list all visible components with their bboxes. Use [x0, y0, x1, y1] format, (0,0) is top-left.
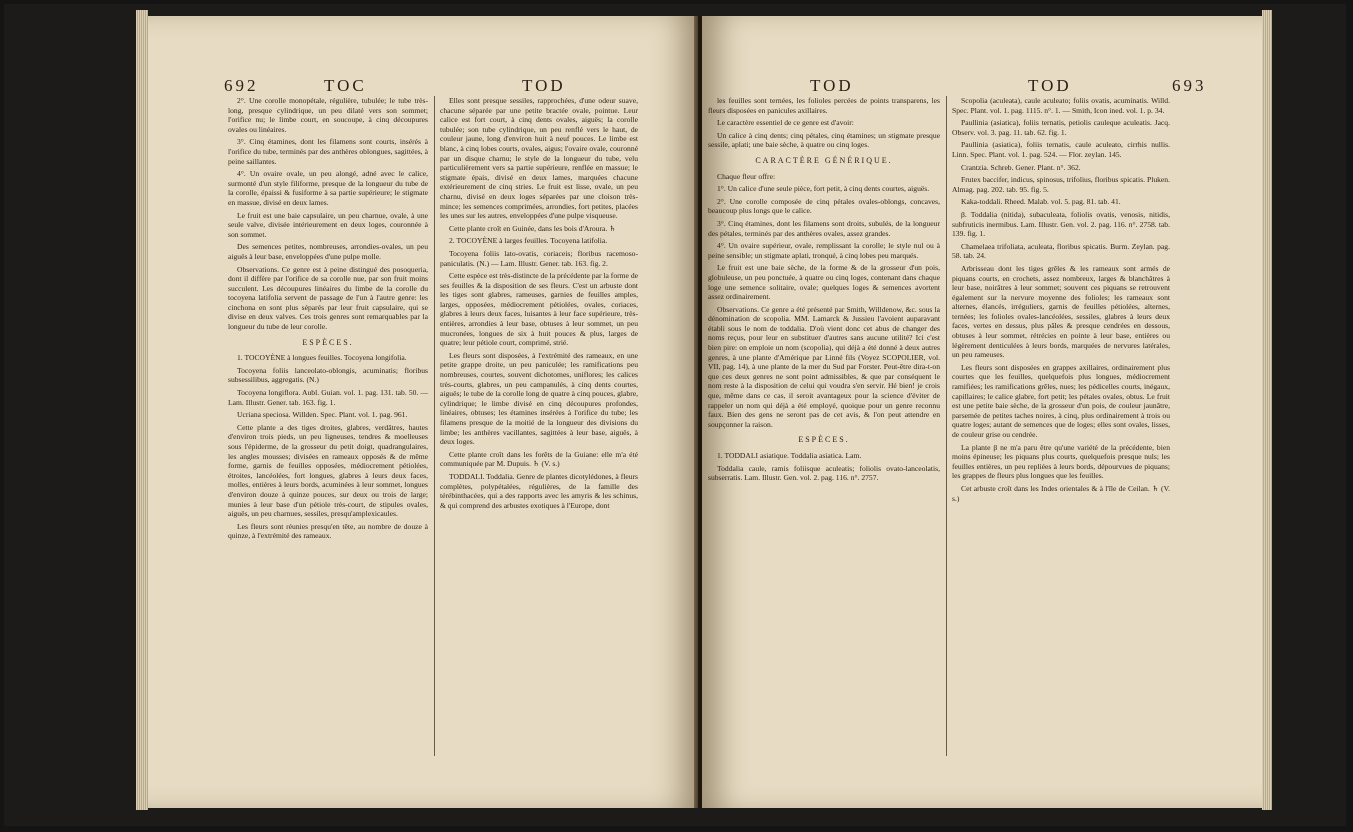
right-page-column-2 [952, 96, 1170, 506]
running-head-right-col1: TOD [810, 76, 854, 95]
paragraph: Ucriana speciosa. Willden. Spec. Plant. vol. 1. pag. 961. [237, 410, 408, 420]
section-heading: CARACTÈRE GÉNÉRIQUE. [755, 155, 893, 165]
paragraph: 3°. Cinq étamines, dont les filamens sont droits, subulés, de la longueur des pétales, terminés par des anthères ovales, assez grandes. [708, 218, 940, 238]
page-number-right: 693 [1172, 76, 1207, 95]
paragraph: 2°. Une corolle composée de cinq pétales ovales-oblongs, concaves, beaucoup plus longs que le calice. [708, 196, 940, 216]
paragraph: 1°. Un calice d'une seule pièce, fort petit, à cinq dents courtes, aiguës. [717, 184, 930, 194]
paragraph: Kaka-toddali. Rheed. Malab. vol. 5. pag. 81. tab. 41. [961, 197, 1121, 207]
paragraph: Tocoyena longiflora. Aubl. Guian. vol. 1. pag. 131. tab. 50. — Lam. Illustr. Gener. tab. 163. fig. 1. [228, 388, 428, 407]
paragraph: 4°. Un ovaire ovale, un peu alongé, adné avec le calice, surmonté d'un style filiforme, presque de la longueur du tube de la corolle, épaissi & fusiforme à sa partie supérieure; le stigmate en massue, divisé en deux lames. [228, 169, 428, 207]
paragraph: Chamelaea trifoliata, aculeata, floribus spicatis. Burm. Zeylan. pag. 58. tab. 24. [952, 241, 1170, 261]
left-page-edge [136, 10, 148, 810]
section-heading: ESPÈCES. [302, 337, 354, 347]
paragraph: Les fleurs sont réunies presqu'en tête, au nombre de douze à quinze, à l'extrémité des rameaux. [228, 521, 428, 541]
section-heading: ESPÈCES. [798, 435, 850, 445]
paragraph: Observations. Ce genre est à peine distingué des posoqueria, dont il diffère par l'orifice de sa corolle nue, par son fruit moins succulent. Les découpures linéaires du limbe de la corolle du tocoyena latifolia servent de passage de l'un à l'autre genre: les cinchona en sont plus séparés par leur fruit capsulaire, qui se divise en deux valves. Ces trois genres sont remarquables par la longueur du tube de leur corolle. [228, 264, 428, 332]
paragraph: Cette plante croît en Guinée, dans les bois d'Aroura. ♄ [449, 223, 616, 233]
paragraph: 2. TOCOYÈNE à larges feuilles. Tocoyena latifolia. [449, 236, 608, 246]
paragraph: les feuilles sont ternées, les folioles percées de points transparens, les fleurs disposées en panicules axillaires. [708, 96, 940, 115]
paragraph: Toddalia caule, ramis foliisque aculeatis; foliolis ovato-lanceolatis, subserratis. Lam. Illustr. Gen. vol. 2. pag. 116. n°. 2757. [708, 463, 940, 483]
paragraph: Arbrisseau dont les tiges grêles & les rameaux sont armés de piquans courts, en crochets, assez nombreux, larges & blanchâtres à leur base, noirâtres à leur sommet; souvent ces piquans se retrouvent également sur la nervure moyenne des folioles; les rameaux sont alternes, élancés, irréguliers, garnis de feuilles pétiolées, alternes, ternées; les folioles ovales-lancéolées, sessiles, glabres à leurs deux faces, vertes en dessus, plus pâles & presque cendrées en dessous, obtuses à leur sommet, rétrécies en pointe à leur base, entières ou légèrement denticulées à leurs bords, marquées de nervures latérales, un peu rameuses. [952, 263, 1170, 360]
column-rule-left [434, 96, 435, 756]
page-number-left: 692 [224, 76, 259, 95]
paragraph: Le fruit est une baie sèche, de la forme & de la grosseur d'un pois, globuleuse, un peu ponctuée, à quatre ou cinq loges, contenant dans chaque loge une semence solitaire, ovale; quelques loges & semences avortent assez ordinairement. [708, 263, 940, 302]
paragraph: Observations. Ce genre a été présenté par Smith, Willdenow, &c. sous la dénomination de scopolia. MM. Lamarck & Jussieu l'avoient auparavant établi sous le nom de toddalia. D'où vient donc cet abus de changer des noms reçus, pour leur en substituer d'autres sans aucune utilité? Ici c'est bien pire: on emploie un nom (scopolia), qui déjà a été donné à deux autres genres, à une plante d'Amérique par Linné fils (Voyez SCOPOLIER, vol. VII, pag. 14), à une plante de la mer du Sud par Forster. Peut-être dira-t-on que ces deux genres ne sont point admissibles, & que par conséquent le nom reste à la disposition de celui qui voudra s'en servir. Hé bien! je crois que, même dans ce cas, il seroit avantageux pour la science d'éviter de rappeler un nom qui déjà a été employé, quoique pour un genre reconnu faux. Bien des gens ne seront pas de cet avis, & l'on peut attendre en soupçonner la raison. [708, 304, 940, 429]
paragraph: Les fleurs sont disposées en grappes axillaires, ordinairement plus courtes que les feuilles, quelquefois plus longues, médiocrement ramifiées; les ramifications grêles, nues; les pédicelles courts, inégaux, capillaires; le calice glabre, fort petit; les pétales ovales, obtus. Le fruit est une petite baie sèche, de la grosseur d'un pois, de couleur jaunâtre, parsemée de petites taches noires, à cinq, plus ordinairement à trois ou quatre loges; autant de semences que de loges; elles sont ovales, lisses, de couleur grise ou cendrée. [952, 362, 1170, 439]
paragraph: 2°. Une corolle monopétale, régulière, tubulée; le tube très-long, presque cylindrique, un peu dilaté vers son sommet; l'orifice nu; le limbe court, en soucoupe, à cinq découpures ovales ou linéaires. [228, 96, 428, 134]
paragraph: Tocoyena foliis lato-ovatis, coriaceis; floribus racemoso-paniculatis. (N.) — Lam. Illustr. Gener. tab. 163. fig. 2. [440, 248, 638, 268]
paragraph: TODDALI. Toddalia. Genre de plantes dicotylédones, à fleurs complètes, polypétalées, régulières, de la famille des térébinthacées, qui a des rapports avec les amyris & les schinus, & qui comprend des arbustes exotiques à l'Europe, dont [440, 471, 638, 510]
paragraph: Cette plante a des tiges droites, glabres, verdâtres, hautes d'environ trois pieds, un peu ligneuses, tendres & moelleuses sous l'épiderme, de la grosseur du petit doigt, quadrangulaires, les angles mousses; divisées en rameaux opposés & de même forme, garnis de feuilles opposées, médiocrement pétiolées, étroites, lancéolées, fort longues, glabres à leurs deux faces, molles, entières à leurs bords, acuminées à leur sommet, longues d'environ douze à quinze pouces, sur deux ou trois de large; munies à leur base d'un pétiole très-court, de stipules ovales, aiguës, un peu charnues, sessiles, presqu'amplexicaules. [228, 422, 428, 519]
paragraph: Des semences petites, nombreuses, arrondies-ovales, un peu aiguës à leur base, enveloppées d'une pulpe molle. [228, 242, 428, 261]
paragraph: 4°. Un ovaire supérieur, ovale, remplissant la corolle; le style nul ou à peine sensible; un stigmate aplati, tronqué, à cinq lobes peu marqués. [708, 241, 940, 260]
running-head-left-col2: TOD [522, 76, 566, 95]
paragraph: Un calice à cinq dents; cinq pétales, cinq étamines; un stigmate presque sessile, aplati; une baie sèche, à quatre ou cinq loges. [708, 130, 940, 150]
left-page [148, 16, 698, 808]
right-page-column-1 [708, 96, 940, 486]
column-rule-right [946, 96, 947, 756]
paragraph: Cette espèce est très-distincte de la précédente par la forme de ses feuilles & la disposition de ses fleurs. C'est un arbuste dont les tiges sont glabres, rameuses, garnies de feuilles amples, larges, opposées, médiocrement pétiolées, ovales, coriaces, glabres à leurs deux faces, luisantes à leur face supérieure, très-entières, arrondies à leur base, obtuses à leur sommet, un peu mucronées, longues de six à huit pouces & plus, larges de quatre; leur pétiole court, comprimé, strié. [440, 271, 638, 348]
paragraph: Crantzia. Schreb. Gener. Plant. n°. 362. [961, 162, 1081, 172]
paragraph: Elles sont presque sessiles, rapprochées, d'une odeur suave, chacune séparée par une petite bractée ovale, pointue. Leur calice est fort court, à cinq dents ovales, aiguës; la corolle tubulée; son tube cylindrique, un peu renflé vers le haut, de couleur jaune, long d'environ huit à neuf pouces. Le limbe est blanc, à cinq lobes courts, ovales, aigus; l'ovaire ovale, couronné par un disque charnu; le style de la longueur du tube, velu particulièrement vers sa partie supérieure, renflée en massue; le stigmate épais, divisé en deux lames, marquées chacune extérieurement de cinq stries. Le fruit est lisse, ovale, un peu charnu, divisé en deux loges séparées par une cloison très-mince; les semences comprimées, arrondies, fort petites, placées les unes sur les autres, enveloppées d'une pulpe visqueuse. [440, 96, 638, 221]
paragraph: Les fleurs sont disposées, à l'extrémité des rameaux, en une petite grappe droite, un peu paniculée; les ramifications peu nombreuses, courtes, souvent dichotomes, uniflores; les calices très-courts, glabres, un peu campanulés, à cinq dents courtes, aiguës; le tube de la corolle long de quatre à cinq pouces, glabre, cylindrique; le limbe divisé en cinq découpures profondes, linéaires, obtuses; les étamines insérées à l'orifice du tube; les filamens presque de la moitié de la longueur des divisions du limbe; les anthères vacillantes, sagittées à leur base, aiguës, à deux loges. [440, 350, 638, 447]
paragraph: Le caractère essentiel de ce genre est d'avoir: [717, 118, 854, 128]
paragraph: 1. TODDALI asiatique. Toddalia asiatica. Lam. [717, 451, 862, 460]
left-page-column-2 [440, 96, 638, 513]
running-head-left-col1: TOC [324, 76, 367, 95]
paragraph: Tocoyena foliis lanceolato-oblongis, acuminatis; floribus subsessilibus, aggregatis. (N.) [228, 365, 428, 385]
left-page-column-1 [228, 96, 428, 544]
paragraph: Cette plante croît dans les forêts de la Guiane: elle m'a été communiquée par M. Dupuis. ♄ (V. s.) [440, 449, 638, 469]
paragraph: Scopolia (aculeata), caule aculeato; foliis ovatis, acuminatis. Willd. Spec. Plant. vol. 1. pag. 1115. n°. 1. — Smith, Icon ined. vol. 1. p. 34. [952, 96, 1170, 115]
paragraph: 3°. Cinq étamines, dont les filamens sont courts, insérés à l'orifice du tube, terminés par des anthères oblongues, sagittées, à peine saillantes. [228, 137, 428, 166]
right-page-edge [1262, 10, 1272, 810]
paragraph: 1. TOCOYÈNE à longues feuilles. Tocoyena longifolia. [237, 353, 407, 363]
paragraph: β. Toddalia (nitida), subaculeata, foliolis ovatis, venosis, nitidis, subfruticis inermibus. Lam. Illustr. Gen. vol. 2. pag. 116. n°. 2758. tab. 139. fig. 1. [952, 209, 1170, 239]
paragraph: Paullinia (asiatica), foliis ternatis, caule aculeato, cirrhis nullis. Linn. Spec. Plant. vol. 1. pag. 524. — Flor. zeylan. 145. [952, 140, 1170, 159]
running-head-right-col2: TOD [1028, 76, 1072, 95]
paragraph: La plante β ne m'a paru être qu'une variété de la précédente, bien moins épineuse; les piquans plus courts, quelquefois presque nuls; les feuilles entières, un peu repliées à leurs bords, dépourvues de piquans; les grappes de fleurs plus longues que les feuilles. [952, 442, 1170, 481]
paragraph: Paullinia (asiatica), foliis ternatis, petiolis cauleque aculeatis. Jacq. Observ. vol. 3. pag. 11. tab. 62. fig. 1. [952, 118, 1170, 137]
paragraph: Le fruit est une baie capsulaire, un peu charnue, ovale, à une seule valve, divisée intérieurement en deux loges, couronnée à son sommet. [228, 210, 428, 239]
paragraph: Frutex baccifer, indicus, spinosus, trifolius, floribus spicatis. Pluken. Almag. pag. 202. tab. 95. fig. 5. [952, 175, 1170, 194]
right-page [702, 16, 1262, 808]
paragraph: Cet arbuste croît dans les Indes orientales & à l'île de Ceilan. ♄ (V. s.) [952, 483, 1170, 503]
paragraph: Chaque fleur offre: [717, 171, 776, 181]
